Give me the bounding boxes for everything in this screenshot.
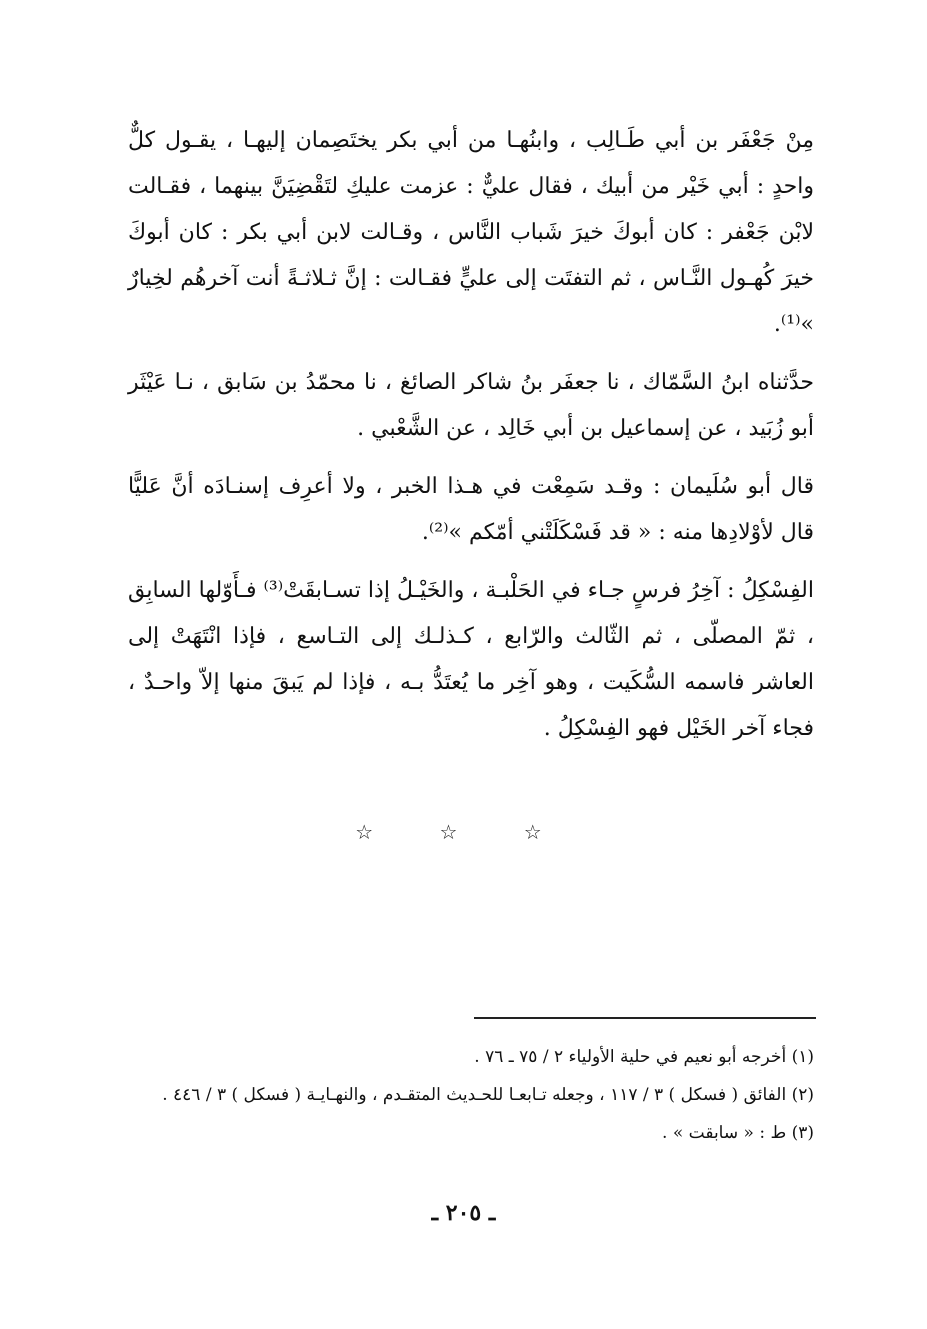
paragraph-fiskil-definition: الفِسْكِلُ : آخِرُ فرسٍ جـاء في الحَلْبـة ، والخَيْـلُ إذا تسـابقَتْ⁽³⁾ فـأَوّلها السابِق ، ثمّ المصلّى ، ثم الثّالث والرّابع ، كـذلـك إلى التـاسع ، فإذا انْتَهَتْ إلى العاشر فاسمه السُّكَيت ، وهو آخِر ما يُعتَدُّ بـه ، فإذا لم يَبقَ منها إلاّ واحـدٌ ، فجاء آخر الخَيْل فهو الفِسْكِلُ . (128, 578, 815, 741)
footnote-3: (٣) ط : « سابقت » . (662, 1123, 814, 1143)
footnote-1: (١) أخرجه أبو نعيم في حلية الأولياء ٢ / ٧٥ ـ ٧٦ . (474, 1047, 814, 1067)
paragraph-isnad: حدَّثناه ابنُ السَّمّاك ، نا جعفَر بنُ شاكر الصائغ ، نا محمّدُ بن سَابق ، نـا عَيْثَر أبو زُبَيد ، عن إسماعيل بن أبي خَالِد ، عن الشَّعْبي . (128, 370, 814, 441)
section-separator-stars: ☆ ☆ ☆ (355, 820, 572, 844)
footnotes (128, 1038, 814, 1152)
footnote-divider (474, 1017, 816, 1019)
page-number: ـ ٢٠٥ ـ (431, 1200, 496, 1226)
paragraph-narration: مِنْ جَعْفَر بن أبي طَـالِب ، وابنُهـا من أبي بكر يختَصِمان إليهـا ، يقـول كلٌّ واحدٍ : أبي خَيْر من أبيك ، فقال عليٌّ : عزمت عليكِ لتَقْضِيَنَّ بينهما ، فقـالت لابْن جَعْفر : كان أبوكَ خيرَ شَباب النَّاس ، وقـالت لابن أبي بكر : كان أبوكَ خيرَ كُهـول النَّـاس ، ثم التفتَت إلى عليٍّ فقـالت : إنَّ ثـلاثـةً أنت آخرهُم لخِيارٌ »⁽¹⁾. (128, 128, 814, 337)
footnote-2: (٢) الفائق ( فسكل ) ٣ / ١١٧ ، وجعله تـابعـا للحـديث المتقـدم ، والنهـايـة ( فسكل ) ٣ / ٤٤٦ . (162, 1085, 814, 1105)
paragraph-abu-sulayman: قال أبو سُلَيمان : وقـد سَمِعْت في هـذا الخبر ، ولا أعرِف إسنـادَه أنَّ عَليًّا قال لأوْلادِها منه : « قد فَسْكَلَتْني أمّكم »⁽²⁾. (128, 474, 814, 545)
main-text (128, 118, 814, 752)
